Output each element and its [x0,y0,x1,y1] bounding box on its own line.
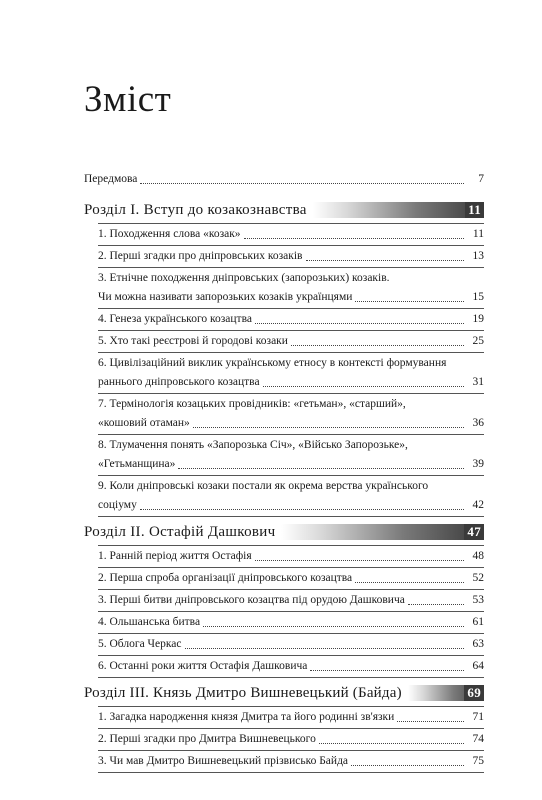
toc-item-text: 5. Хто такі реєстрові й городові козаки [98,335,288,347]
toc-item[interactable] [98,611,484,633]
toc-item-page: 61 [472,616,484,628]
section-items [98,223,484,517]
toc-item[interactable] [98,750,484,773]
toc-item-text: 2. Перші згадки про дніпровських козаків [98,250,303,262]
dot-leader [355,301,464,302]
toc-item[interactable] [98,728,484,750]
toc-item-page: 63 [472,638,484,650]
preface-entry[interactable] [84,170,484,189]
section-heading[interactable] [84,199,484,221]
preface-page: 7 [478,173,484,185]
dot-leader [255,323,464,324]
dot-leader [203,626,464,627]
dot-leader [291,345,464,346]
dot-leader [244,238,464,239]
toc-item-page: 19 [472,313,484,325]
section-items [98,545,484,678]
toc-item-text: 1. Походження слова «козак» [98,228,241,240]
section-page-number: 69 [464,685,484,701]
dot-leader [140,183,464,184]
toc-item-text: Чи можна називати запорозьких козаків українцями [98,291,353,303]
toc-item-page: 64 [472,660,484,672]
section-title: Розділ III. Князь Дмитро Вишневецький (Байда) [84,685,408,702]
dot-leader [255,560,464,561]
toc-item-text: «Гетьманщина» [98,458,176,470]
toc-item[interactable] [98,633,484,655]
page-title: Зміст [84,79,172,120]
dot-leader [140,509,464,510]
toc-item-page: 75 [472,755,484,767]
toc-item-text: 2. Перші згадки про Дмитра Вишневецького [98,733,316,745]
toc-item-page: 25 [472,335,484,347]
toc-section [84,682,484,773]
toc-item-text: 4. Генеза українського козацтва [98,313,252,325]
toc-item[interactable] [98,655,484,678]
section-heading[interactable] [84,682,484,704]
section-page-number: 11 [465,202,484,218]
toc-item-page: 15 [472,291,484,303]
toc-item-text: «кошовий отаман» [98,417,190,429]
toc-item-text: 6. Цивілізаційний виклик українському етносу в контексті формування [98,357,447,369]
dot-leader [306,260,465,261]
toc-item-text: 1. Загадка народження князя Дмитра та його родинні зв'язки [98,711,395,723]
toc-item[interactable] [98,706,484,728]
dot-leader [319,743,464,744]
toc-item-page: 52 [472,572,484,584]
toc-item-page: 36 [472,417,484,429]
section-shade-bar [281,524,484,540]
dot-leader [397,721,464,722]
toc-item-page: 48 [472,550,484,562]
toc-item[interactable] [98,267,484,308]
section-items [98,706,484,773]
toc-item-page: 71 [472,711,484,723]
toc-item[interactable] [98,223,484,245]
preface-label: Передмова [84,173,138,185]
toc-item[interactable] [98,434,484,475]
toc-item-page: 53 [472,594,484,606]
toc-item[interactable] [98,475,484,517]
dot-leader [355,582,464,583]
toc-item[interactable] [98,352,484,393]
table-of-contents [84,170,484,773]
sections-list [84,199,484,773]
toc-item[interactable] [98,545,484,567]
toc-item[interactable] [98,330,484,352]
toc-item-page: 31 [472,376,484,388]
toc-item-text: раннього дніпровського козацтва [98,376,260,388]
section-title: Розділ I. Вступ до козакознавства [84,202,313,219]
toc-item-text: соціуму [98,499,137,511]
toc-item-text: 6. Останні роки життя Остафія Дашковича [98,660,308,672]
section-title: Розділ II. Остафій Дашкович [84,524,281,541]
toc-item[interactable] [98,393,484,434]
toc-item-text: 7. Термінологія козацьких провідників: «гетьман», «старший», [98,398,406,410]
dot-leader [408,604,464,605]
section-shade-bar [313,202,484,218]
toc-item[interactable] [98,245,484,267]
dot-leader [263,386,464,387]
toc-item-text: 5. Облога Черкас [98,638,182,650]
toc-section [84,199,484,517]
toc-item-page: 13 [472,250,484,262]
toc-item[interactable] [98,308,484,330]
toc-item-text: 9. Коли дніпровські козаки постали як окрема верства українського [98,480,429,492]
toc-item-page: 39 [472,458,484,470]
toc-item-text: 8. Тлумачення понять «Запорозька Січ», «Військо Запорозьке», [98,439,408,451]
toc-item[interactable] [98,567,484,589]
toc-item[interactable] [98,589,484,611]
section-heading[interactable] [84,521,484,543]
toc-item-text: 3. Етнічне походження дніпровських (запорозьких) козаків. [98,272,390,284]
toc-item-page: 42 [472,499,484,511]
dot-leader [185,648,464,649]
toc-item-text: 3. Чи мав Дмитро Вишневецький прізвисько Байда [98,755,349,767]
toc-section [84,521,484,678]
dot-leader [193,427,464,428]
toc-item-page: 11 [472,228,484,240]
toc-item-text: 4. Ольшанська битва [98,616,201,628]
section-page-number: 47 [464,524,484,540]
toc-item-text: 3. Перші битви дніпровського козацтва під орудою Дашковича [98,594,405,606]
toc-item-text: 2. Перша спроба організації дніпровського козацтва [98,572,353,584]
toc-item-text: 1. Ранній період життя Остафія [98,550,252,562]
dot-leader [178,468,464,469]
toc-item-page: 74 [472,733,484,745]
dot-leader [351,765,464,766]
dot-leader [310,670,464,671]
